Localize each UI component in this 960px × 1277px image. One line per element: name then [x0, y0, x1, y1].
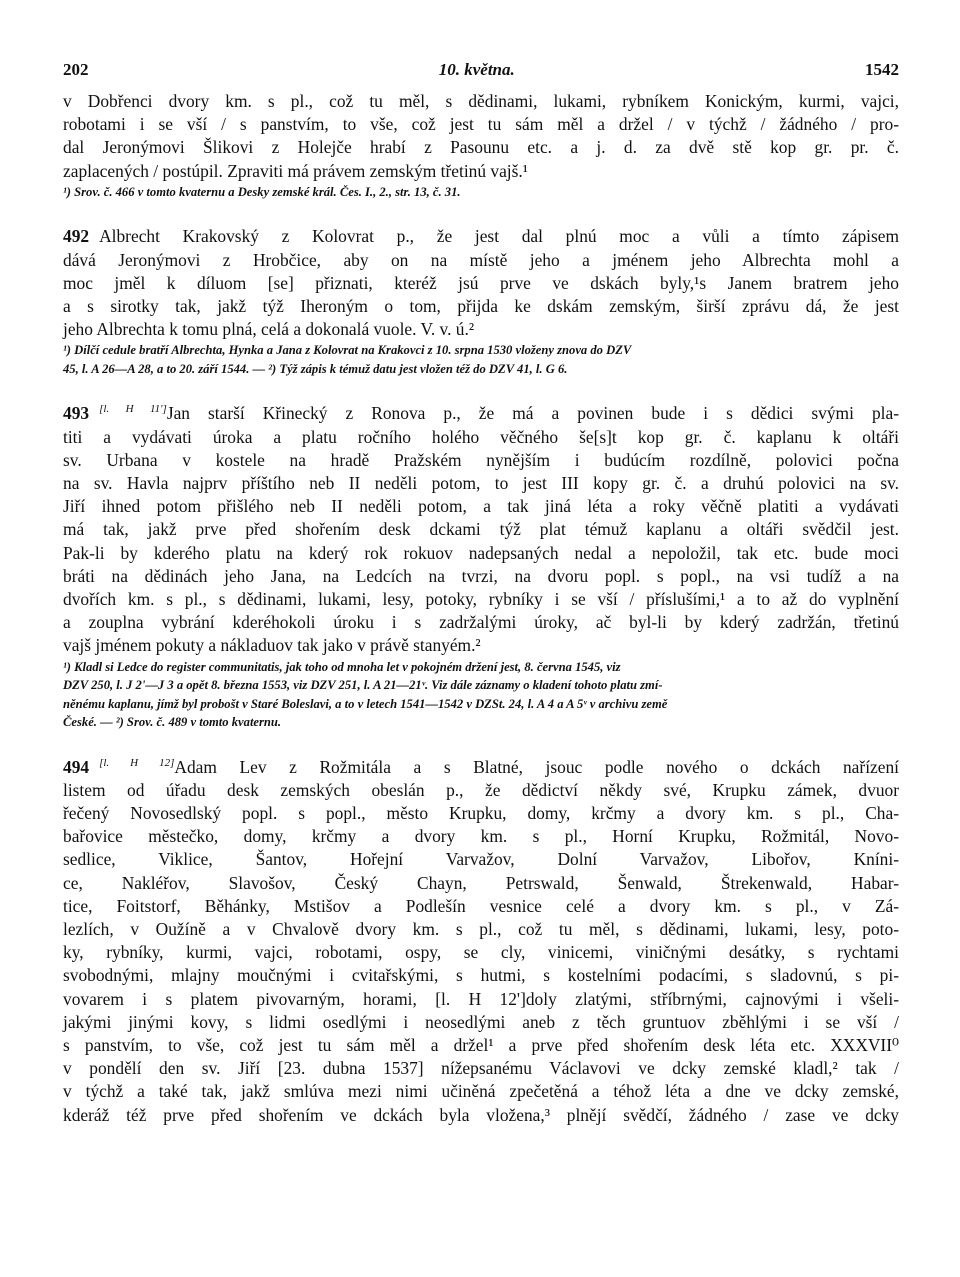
- text-line: [63, 402, 899, 425]
- footnote-line: ¹) Kladl si Ledce do register communitatis, jak toho od mnoha let v pokojném držení jest, 8. června 1545, viz: [63, 659, 621, 674]
- text-line: dává Jeronýmovi z Hrobčice, aby on na místě jeho a jménem jeho Albrechta mohl a: [63, 249, 899, 270]
- margin-reference: [l. H 12]: [99, 756, 175, 769]
- text-line: dvořích km. s pl., s dědinami, lukami, lesy, potoky, rybníky i se vší / příslušími,¹ a to až do vyplnění: [63, 588, 899, 609]
- entry-491-footnotes: [63, 183, 899, 202]
- entry-number: 493: [63, 403, 90, 424]
- text-line: řečený Novosedlský popl. s popl., město Krupku, domy, krčmy a dvory km. s pl., Cha-: [63, 802, 899, 823]
- text-line: dal Jeronýmovi Šlikovi z Holejče hrabí z Pasounu etc. a j. d. za dvě stě kop gr. pr. č.: [63, 137, 899, 158]
- text-line: svobodnými, mlajny moučnými i cvitařskými, s hutmi, s kostelními podacími, s sladovnú, s pi-: [63, 965, 899, 986]
- text-line: v týchž a také tak, jakž smlúva mezi nimi učiněná zpečetěná a téhož léta a dne ve dcky zemské,: [63, 1081, 899, 1102]
- footnote-line: DZV 250, l. J 2'—J 3 a opět 8. března 1553, viz DZV 251, l. A 21—21ᵛ. Viz dále záznamy o kladení tohoto platu zmí-: [63, 678, 663, 693]
- text-line: sv. Urbana v kostele na hradě Pražském nynějším i budúcím rozdílně, polovici počna: [63, 449, 899, 470]
- text-line-content: Jan starší Křinecký z Ronova p., že má a povinen bude i s dědici svými pla-: [166, 403, 899, 424]
- text-line: tice, Foitstorf, Běhánky, Mstišov a Podlešín vesnice celé a dvory km. s pl., v Zá-: [63, 895, 899, 916]
- text-line: listem od úřadu desk zemských obeslán p., že dědictví někdy své, Krupku zámek, dvuor: [63, 779, 899, 800]
- text-line: titi a vydávati úroka a platu ročního holého věčného še[s]t kop gr. č. kaplanu k oltáři: [63, 426, 899, 447]
- entry-number: 492: [63, 226, 90, 247]
- text-line: vajš jménem pokuty a nákladuov tak jako v právě stanyém.²: [63, 635, 481, 656]
- text-line: v Dobřenci dvory km. s pl., což tu měl, s dědinami, lukami, rybníkem Konickým, kurmi, vajci,: [63, 91, 899, 111]
- entry-493-text: [63, 402, 899, 657]
- text-line: moc jměl k díluom [se] přiznati, kteréž jsú prve ve dskách byly,¹s Janem bratrem jeho: [63, 272, 899, 293]
- text-line: kderáž též prve před shořením ve dckách byla vložena,³ plnějí svědčí, žádného / zase ve dcky: [63, 1104, 899, 1125]
- text-line: a zouplna vybrání kderéhokoli úroku i s zadržalými úroky, ač byl-li by kderý zadržán, třetinú: [63, 612, 899, 633]
- text-line: v pondělí den sv. Jiří [23. dubna 1537] nížepsanému Václavovi ve dcky zemské kladl,² tak /: [63, 1058, 899, 1079]
- entry-492-text: [63, 225, 899, 341]
- text-line: [63, 225, 899, 248]
- footnote-line: ¹) Srov. č. 466 v tomto kvaternu a Desky zemské král. Čes. I., 2., str. 13, č. 31.: [63, 184, 461, 199]
- text-line-content: Albrecht Krakovský z Kolovrat p., že jest dal plnú moc a vůli a tímto zápisem: [99, 226, 899, 247]
- text-line-content: Adam Lev z Rožmitála a s Blatné, jsouc podle nového o dckách nařízení: [174, 756, 899, 777]
- text-line: Pak-li by kderého platu na kderý rok rokuov nadepsaných nedal a nepoložil, tak etc. bude moci: [63, 542, 899, 563]
- page-header: [63, 60, 899, 90]
- text-line: s panstvím, to vše, což jest tu sám měl a držel¹ a prve před shořením desk léta etc. XXXVII⁰: [63, 1035, 899, 1055]
- text-line: bařovice městečko, domy, krčmy a dvory km. s pl., Horní Krupku, Rožmitál, Novo-: [63, 826, 899, 847]
- text-line: ce, Nakléřov, Slavošov, Český Chayn, Petrswald, Šenwald, Štrekenwald, Habar-: [63, 872, 899, 893]
- entry-491-text: [63, 90, 899, 183]
- text-line: jakými jinými kovy, s lidmi osedlými i neosedlými aneb z těch gruntuov zběhlými i se vší /: [63, 1011, 899, 1032]
- header-date: 10. května.: [438, 60, 515, 79]
- text-line: Jiří ihned potom přišlého neb II neděli potom, a tak jiná léta a roky věčně platiti a vydávati: [63, 496, 899, 517]
- text-line: vovarem i s platem pivovarným, horami, [l. H 12']doly zlatými, stříbrnými, cajnovými i všeli-: [63, 988, 899, 1009]
- margin-reference: [l. H 11']: [99, 403, 167, 416]
- text-line: má tak, jakž prve před shořením desk dckami týž plat témuž kaplanu a oltáři svědčil jest.: [63, 519, 899, 540]
- entry-494-text: [63, 756, 899, 1127]
- text-line: [63, 756, 899, 779]
- entry-492-footnotes: [63, 341, 899, 378]
- text-line: jeho Albrechta k tomu plná, celá a dokonalá vuole. V. v. ú.²: [63, 319, 475, 340]
- header-year: 1542: [865, 60, 899, 79]
- text-line: bráti na dědinách jeho Jana, na Ledcích na tvrzi, na dvoru popl. s popl., na vsi tudíž a na: [63, 565, 899, 586]
- document-page: [63, 60, 899, 1127]
- footnote-line: něnému kaplanu, jímž byl probošt v Staré Boleslavi, a to v letech 1541—1542 v DZSt. 24, l. A 4 a A 5ᵛ v archivu země: [63, 696, 668, 711]
- footnote-line: 45, l. A 26—A 28, a to 20. září 1544. — ²) Týž zápis k témuž datu jest vložen též do DZV 41, l. G 6.: [63, 361, 568, 376]
- footnote-line: České. — ²) Srov. č. 489 v tomto kvaternu.: [63, 715, 282, 730]
- text-line: robotami i se vší / s panstvím, to vše, což jest tu sám měl a držel / v týchž / žádného / pro-: [63, 114, 899, 135]
- text-line: lezlích, v Oužíně a v Chvalově dvory km. s pl., což tu měl, s dědinami, lukami, lesy, poto-: [63, 918, 899, 939]
- text-line: zaplacených / postúpil. Zpraviti má právem zemským třetinú vajš.¹: [63, 160, 528, 181]
- text-line: a s sirotky tak, jakž týž Iheroným o tom, přijda ke dskám zemským, širší zprávu dá, že jest: [63, 295, 899, 316]
- text-line: ky, rybníky, kurmi, vajci, robotami, ospy, se cly, vinicemi, viničnými desátky, s rychtami: [63, 942, 899, 963]
- entry-493-footnotes: [63, 658, 899, 732]
- page-number: 202: [63, 60, 89, 79]
- text-line: na sv. Havla najprv příštího neb II neděli potom, to jest III kopy gr. č. a druhú polovici na sv.: [63, 472, 899, 493]
- text-line: sedlice, Viklice, Šantov, Hořejní Varvažov, Dolní Varvažov, Libořov, Kníni-: [63, 849, 899, 870]
- entry-number: 494: [63, 756, 90, 777]
- footnote-line: ¹) Dílčí cedule bratří Albrechta, Hynka a Jana z Kolovrat na Krakovci z 10. srpna 1530 vloženy znova do DZV: [63, 343, 632, 358]
